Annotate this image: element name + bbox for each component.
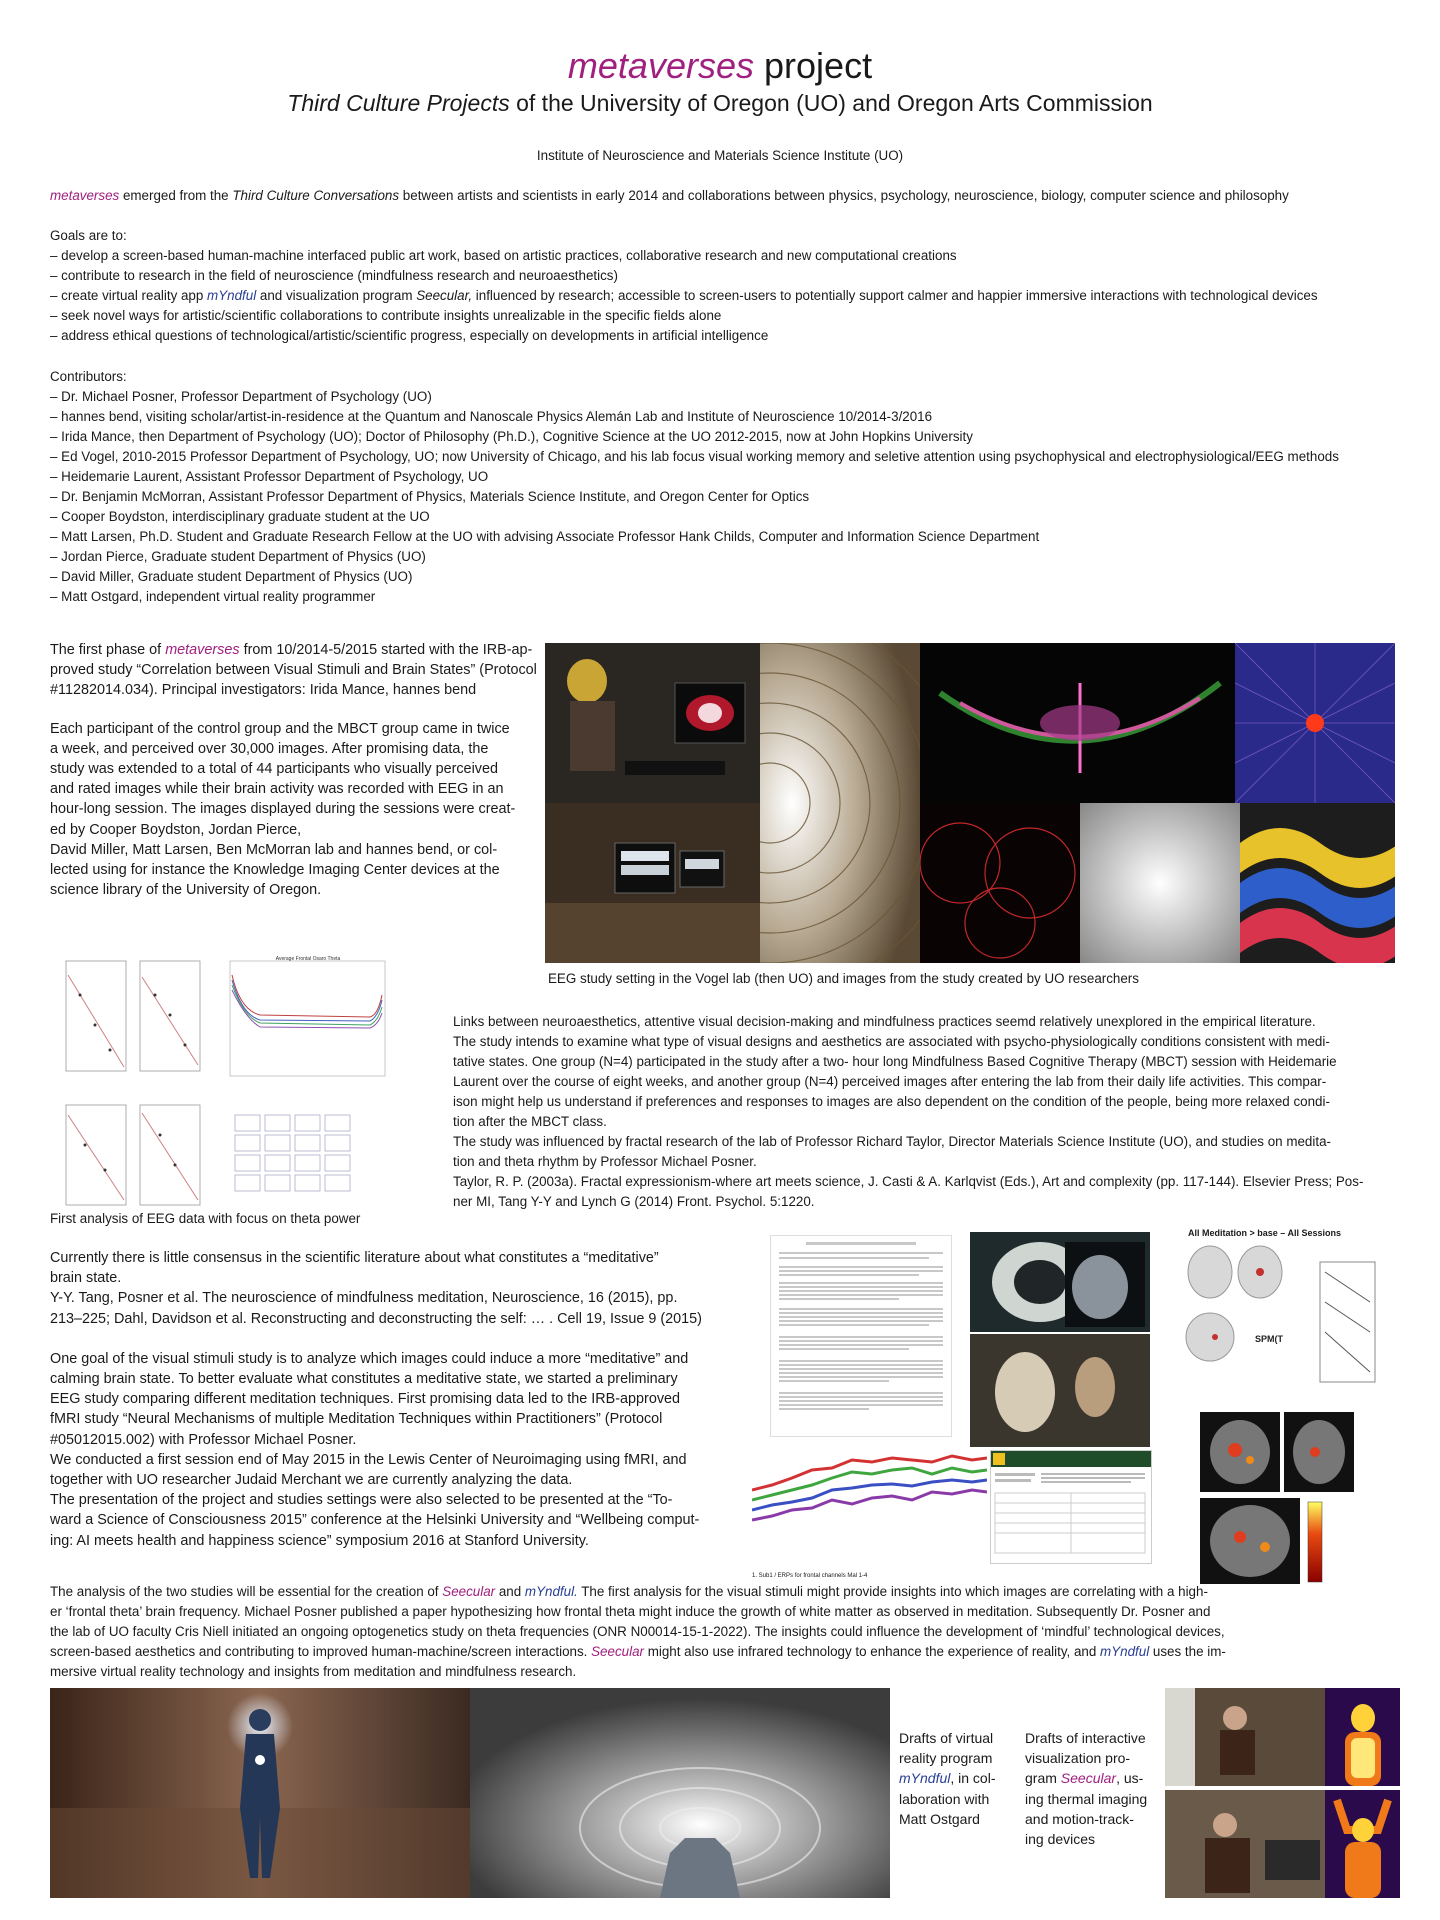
links-line: tative states. One group (N=4) participated in the study after a two- hour long Mindfulness Based Cognitive Therapy (MBCT) session with Heidemarie [453, 1054, 1337, 1069]
vr-draft-figure-image [50, 1688, 470, 1898]
meditation-brain-map [1180, 1242, 1385, 1397]
poster-subtitle [0, 88, 1440, 118]
consensus-section [50, 1248, 702, 1551]
subtitle-rest: of the University of Oregon (UO) and Oregon Arts Commission [516, 90, 1153, 116]
analysis-myndful: mYndful. [524, 1584, 578, 1599]
phase-line: study was extended to a total of 44 participants who visually perceived [50, 761, 498, 778]
phase-line [50, 640, 540, 660]
phase-line: science library of the University of Oregon. [50, 882, 322, 899]
caption-seecular: Seecular [1060, 1770, 1117, 1787]
contributor-item: – hannes bend, visiting scholar/artist-in-residence at the Quantum and Nanoscale Physics Alemán Lab and Institute of Neuroscience 10/2014-3/2016 [50, 409, 933, 424]
goal-text: – create virtual reality app [50, 288, 208, 303]
links-line: ner MI, Tang Y-Y and Lynch G (2014) Front. Psychol. 5:1220. [453, 1194, 815, 1209]
analysis-seecular: Seecular [442, 1584, 496, 1599]
analysis-line [50, 1582, 1226, 1602]
analysis-text: The analysis of the two studies will be essential for the creation of [50, 1584, 443, 1599]
erp-caption: 1. Sub1 / ERPs for frontal channels Mal 1-4 [752, 1573, 868, 1579]
phase-line: proved study “Correlation between Visual Stimuli and Brain States” (Protocol [50, 662, 537, 679]
vr-draft-tunnel-image [470, 1688, 890, 1898]
title-project: project [764, 45, 873, 86]
caption-line: and motion-track- [1025, 1810, 1134, 1827]
goal-line: fMRI study “Neural Mechanisms of multiple Meditation Techniques within Practitioners” (Protocol [50, 1411, 663, 1428]
meditation-map-title: All Meditation > base – All Sessions [1188, 1228, 1341, 1238]
tentacle-fractal-image [920, 643, 1235, 803]
thermal-image-2 [1325, 1790, 1400, 1898]
goal-line: EEG study comparing different meditation techniques. First promising data led to the IRB-approved [50, 1391, 681, 1408]
caption-text: gram [1025, 1770, 1061, 1787]
institute-line: Institute of Neuroscience and Materials Science Institute (UO) [536, 148, 904, 163]
irb-review-thumbnail [990, 1450, 1152, 1564]
goal-line: #05012015.002) with Professor Michael Posner. [50, 1431, 357, 1448]
contributor-item: – Dr. Michael Posner, Professor Department of Psychology (UO) [50, 389, 432, 404]
goal-line: We conducted a first session end of May 2015 in the Lewis Center of Neuroimaging using fMRI, and [50, 1451, 687, 1468]
analysis-text: The first analysis for the visual stimuli might provide insights into which images are correlating with a high- [577, 1584, 1208, 1599]
analysis-text: screen-based aesthetics and contributing to improved human-machine/screen interactions. [50, 1644, 592, 1659]
analysis-text: might also use infrared technology to enhance the experience of reality, and [643, 1644, 1101, 1659]
caption-text: , us- [1116, 1770, 1144, 1787]
phase-metaverses: metaverses [165, 642, 240, 658]
consensus-line: 213–225; Dahl, Davidson et al. Reconstructing and deconstructing the self: … . Cell 19, Issue 9 (2015) [50, 1310, 702, 1327]
blue-grid-fractal [1235, 643, 1395, 803]
spacer [50, 701, 540, 719]
goal-item: – develop a screen-based human-machine interfaced public art work, based on artistic practices, collaborative research and new computational creations [50, 248, 957, 263]
analysis-myndful: mYndful [1100, 1644, 1150, 1659]
caption-line: Drafts of interactive [1025, 1730, 1146, 1746]
consensus-line: Currently there is little consensus in the scientific literature about what constitutes a “meditative” [50, 1250, 659, 1266]
analysis-line: er ‘frontal theta’ brain frequency. Michael Posner published a paper hypothesizing how frontal theta might induce the growth of white matter as observed in meditation. Subsequently Dr. Posner and [50, 1604, 1211, 1619]
consensus-line: Y-Y. Tang, Posner et al. The neuroscience of mindfulness meditation, Neuroscience, 16 (2015), pp. [50, 1290, 678, 1307]
goal-item: – seek novel ways for artistic/scientific collaborations to contribute insights unrealizable in the specific fields alone [50, 308, 722, 323]
links-line: Links between neuroaesthetics, attentive visual decision-making and mindfulness practices seemd relatively unexplored in the empirical literature. [453, 1014, 1316, 1029]
first-analysis-caption: First analysis of EEG data with focus on theta power [50, 1211, 361, 1226]
phase-line: hour-long session. The images displayed during the sessions were creat- [50, 801, 516, 818]
goal-item [50, 286, 1318, 306]
abstract-document-thumbnail [770, 1235, 952, 1437]
analysis-section [50, 1582, 1226, 1682]
phase-line: and rated images while their brain activity was recorded with EEG in an [50, 781, 504, 798]
contributors-section [50, 367, 1339, 607]
goal-item: – address ethical questions of technological/artistic/scientific progress, especially on developments in artificial intelligence [50, 328, 769, 343]
analysis-line [50, 1642, 1226, 1662]
caption-line [1025, 1768, 1147, 1788]
goal-line: ward a Science of Consciousness 2015” conference at the Helsinki University and “Wellbeing comput- [50, 1512, 700, 1529]
intro-metaverses: metaverses [50, 188, 120, 203]
analysis-line: the lab of UO faculty Cris Niell initiated an ongoing optogenetics study on theta frequencies (ONR N00014-15-1-2022). The insights could influence the development of ‘mindful’ technological devices, [50, 1624, 1225, 1639]
spm-label: SPM(T [1255, 1334, 1283, 1344]
fmri-brain-slices [1200, 1412, 1380, 1587]
erp-chart [752, 1450, 987, 1565]
phase-line: a week, and perceived over 30,000 images. After promising data, the [50, 740, 489, 757]
red-curves-fractal [920, 803, 1080, 963]
links-line: The study intends to examine what type of visual designs and aesthetics are associated with psycho-physiologically conditions consistent with medi- [453, 1034, 1330, 1049]
goal-line: One goal of the visual stimuli study is to analyze which images could induce a more “meditative” and [50, 1350, 689, 1367]
thermal-image-1 [1325, 1688, 1400, 1786]
contributor-item: – Matt Ostgard, independent virtual reality programmer [50, 589, 376, 604]
motion-tracking-photo-2 [1165, 1790, 1325, 1898]
caption-line [899, 1768, 995, 1788]
goal-seecular: Seecular, [416, 288, 473, 303]
eeg-setting-caption: EEG study setting in the Vogel lab (then UO) and images from the study created by UO researchers [548, 971, 1139, 986]
goal-text: and visualization program [256, 288, 417, 303]
phase-line: lected using for instance the Knowledge Imaging Center devices at the [50, 862, 500, 879]
phase-line: ed by Cooper Boydston, Jordan Pierce, [50, 821, 302, 838]
analysis-seecular: Seecular [591, 1644, 644, 1659]
grey-gradient-image [1080, 803, 1240, 963]
intro-text-b: between artists and scientists in early 2014 and collaborations between physics, psychology, neuroscience, biology, computer science and philosophy [399, 188, 1289, 203]
goals-section [50, 226, 1318, 346]
contributor-item: – Ed Vogel, 2010-2015 Professor Department of Psychology, UO; now University of Chicago, and his lab focus visual working memory and seletive attention using psychophysical and electrophysiological/EEG methods [50, 449, 1339, 464]
links-line: ison might help us understand if preferences and responses to images are also dependent on the condition of the people, being more relaxed condi- [453, 1094, 1330, 1109]
contributor-item: – Cooper Boydston, interdisciplinary graduate student at the UO [50, 509, 430, 524]
phase-line: #11282014.034). Principal investigators: Irida Mance, hannes bend [50, 682, 477, 699]
links-line: Laurent over the course of eight weeks, and another group (N=4) perceived images after entering the lab from their daily life activities. This compar- [453, 1074, 1327, 1089]
mri-photos [970, 1232, 1150, 1447]
chart-title-label: Average Frontal Osaro Theta [275, 956, 341, 962]
seecular-drafts-caption [1025, 1728, 1147, 1849]
phase-text: The first phase of [50, 642, 166, 658]
intro-conversations: Third Culture Conversations [232, 188, 400, 203]
eeg-lab-photo-1 [545, 643, 760, 803]
caption-line: ing thermal imaging [1025, 1790, 1148, 1807]
phase-line: David Miller, Matt Larsen, Ben McMorran lab and hannes bend, or col- [50, 841, 498, 858]
contributor-item: – Irida Mance, then Department of Psychology (UO); Doctor of Philosophy (Ph.D.), Cognitive Science at the UO 2012-2015, now at John Hopkins University [50, 429, 973, 444]
links-line: The study was influenced by fractal research of the lab of Professor Richard Taylor, Director Materials Science Institute (UO), and studies on medita- [453, 1134, 1331, 1149]
contributor-item: – David Miller, Graduate student Department of Physics (UO) [50, 569, 413, 584]
motion-tracking-photo-1 [1165, 1688, 1325, 1786]
subtitle-third-culture: Third Culture Projects [287, 90, 510, 116]
links-line: tion after the MBCT class. [453, 1114, 607, 1129]
spacer [50, 1329, 702, 1349]
caption-line: ing devices [1025, 1831, 1096, 1848]
eeg-lab-photo-2 [545, 803, 760, 963]
phase-line: Each participant of the control group and the MBCT group came in twice [50, 720, 510, 737]
caption-line: reality program [899, 1750, 993, 1767]
title-metaverses: metaverses [567, 45, 754, 86]
eeg-analysis-plots [60, 955, 390, 1210]
colorful-waves-image [1240, 803, 1395, 963]
intro-text-a: emerged from the [119, 188, 233, 203]
caption-line: laboration with [899, 1790, 990, 1807]
fractal-image-tiles [760, 643, 920, 963]
vr-drafts-caption [899, 1728, 995, 1829]
goal-item: – contribute to research in the field of neuroscience (mindfulness research and neuroaesthetics) [50, 268, 618, 283]
contributor-item: – Jordan Pierce, Graduate student Department of Physics (UO) [50, 549, 426, 564]
links-line: Taylor, R. P. (2003a). Fractal expressionism-where art meets science, J. Casti & A. Karlqvist (Eds.), Art and complexity (pp. 117-144). Elsevier Press; Pos- [453, 1174, 1364, 1189]
links-line: tion and theta rhythm by Professor Michael Posner. [453, 1154, 757, 1169]
caption-myndful: mYndful [899, 1770, 951, 1787]
analysis-line: mersive virtual reality technology and insights from meditation and mindfulness research. [50, 1664, 577, 1679]
goal-myndful: mYndful [207, 288, 257, 303]
goal-line: ing: AI meets health and happiness science” symposium 2016 at Stanford University. [50, 1532, 589, 1549]
goal-text: influenced by research; accessible to screen-users to potentially support calmer and happier immersive interactions with technological devices [472, 288, 1318, 303]
caption-line: Matt Ostgard [899, 1810, 980, 1827]
caption-line: visualization pro- [1025, 1750, 1131, 1767]
contributors-heading: Contributors: [50, 369, 127, 384]
goal-line: calming brain state. To better evaluate what constitutes a meditative state, we started a preliminary [50, 1371, 678, 1388]
contributor-item: – Dr. Benjamin McMorran, Assistant Professor Department of Physics, Materials Science Institute, and Oregon Center for Optics [50, 489, 810, 504]
links-section [453, 1012, 1363, 1212]
goals-heading: Goals are to: [50, 228, 127, 243]
intro-line [50, 186, 1289, 206]
analysis-text: and [495, 1584, 525, 1599]
phase-section [50, 640, 540, 900]
contributor-item: – Matt Larsen, Ph.D. Student and Graduate Research Fellow at the UO with advising Associate Professor Hank Childs, Computer and Information Science Department [50, 529, 1040, 544]
caption-line: Drafts of virtual [899, 1730, 994, 1746]
caption-text: , in col- [950, 1770, 996, 1787]
goal-line: together with UO researcher Judaid Merchant we are currently analyzing the data. [50, 1472, 573, 1489]
contributor-item: – Heidemarie Laurent, Assistant Professor Department of Psychology, UO [50, 469, 489, 484]
phase-text: from 10/2014-5/2015 started with the IRB-ap- [239, 642, 533, 658]
analysis-text: uses the im- [1149, 1644, 1226, 1659]
poster-title [0, 44, 1440, 88]
consensus-line: brain state. [50, 1270, 122, 1287]
goal-line: The presentation of the project and studies settings were also selected to be presented at the “To- [50, 1492, 673, 1509]
